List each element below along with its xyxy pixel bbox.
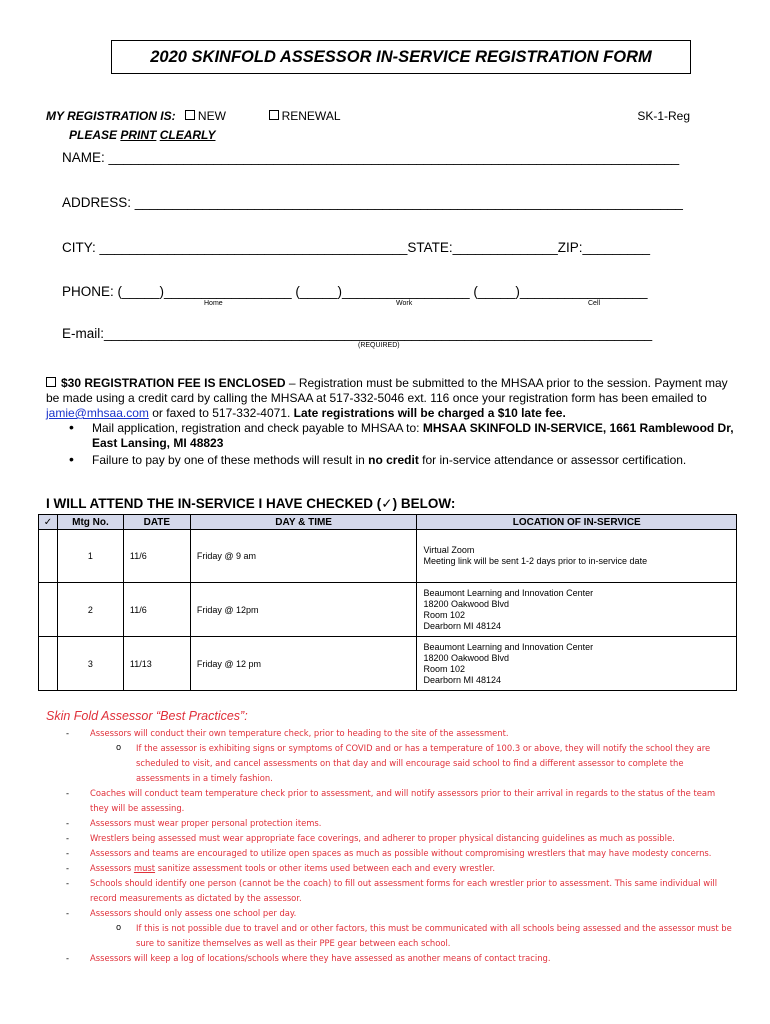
date-cell: 11/13 <box>123 637 190 691</box>
header-date: DATE <box>123 515 190 530</box>
schedule-table <box>38 514 737 691</box>
phone-home-label: Home <box>204 300 223 307</box>
list-item: - Schools should identify one person (cannot be the coach) to fill out assessment forms for each wrestler prior to assessment. This same individual will record measurements as dictated by the assessor. <box>66 876 736 906</box>
fee-checkbox[interactable] <box>46 377 56 387</box>
phone-work-label: Work <box>396 300 413 307</box>
email-field[interactable]: E-mail:_________________________________________________________________________ <box>62 326 653 341</box>
attend-heading: I WILL ATTEND THE IN-SERVICE I HAVE CHECKED (✓) BELOW: <box>46 496 456 511</box>
city-state-zip-field[interactable]: CITY: _________________________________________STATE:______________ZIP:_________ <box>62 240 651 255</box>
table-header-row <box>39 515 737 530</box>
attend-checkbox-cell[interactable] <box>39 583 58 637</box>
name-field[interactable]: NAME: ____________________________________________________________________________ <box>62 150 680 165</box>
address-field[interactable]: ADDRESS: _________________________________________________________________________ <box>62 195 683 210</box>
list-item: - Coaches will conduct team temperature check prior to assessment, and will notify assessors prior to their arrival in regards to the status of the team they will be assessing. <box>66 786 736 816</box>
attend-checkbox-cell[interactable] <box>39 530 58 583</box>
list-item: - Assessors must wear proper personal protection items. <box>66 816 736 831</box>
time-cell: Friday @ 9 am <box>190 530 417 583</box>
location-cell: Virtual Zoom Meeting link will be sent 1-2 days prior to in-service date <box>417 530 737 583</box>
best-practices-list <box>66 726 736 966</box>
registration-label: MY REGISTRATION IS: <box>46 109 176 123</box>
email-link[interactable]: jamie@mhsaa.com <box>46 406 149 420</box>
new-checkbox[interactable] <box>185 110 195 120</box>
list-item: - Assessors will conduct their own temperature check, prior to heading to the site of the assessment. <box>66 726 736 741</box>
phone-field[interactable]: PHONE: (_____)_________________ (_____)_________________ (_____)_________________ <box>62 284 648 299</box>
date-cell: 11/6 <box>123 583 190 637</box>
table-row <box>39 637 737 691</box>
mtg-no-cell: 1 <box>57 530 123 583</box>
renewal-label: RENEWAL <box>281 109 341 123</box>
attend-checkbox-cell[interactable] <box>39 637 58 691</box>
date-cell: 11/6 <box>123 530 190 583</box>
list-item: - Assessors and teams are encouraged to utilize open spaces as much as possible without compromising wrestlers that may have modesty concerns. <box>66 846 736 861</box>
header-check: ✓ <box>39 515 58 530</box>
table-row <box>39 583 737 637</box>
mtg-no-cell: 2 <box>57 583 123 637</box>
header-location: LOCATION OF IN-SERVICE <box>417 515 737 530</box>
mtg-no-cell: 3 <box>57 637 123 691</box>
form-reference: SK-1-Reg <box>637 109 690 123</box>
email-required-label: (REQUIRED) <box>358 342 400 349</box>
renewal-checkbox[interactable] <box>269 110 279 120</box>
location-cell: Beaumont Learning and Innovation Center 18200 Oakwood Blvd Room 102 Dearborn MI 48124 <box>417 637 737 691</box>
header-mtg-no: Mtg No. <box>57 515 123 530</box>
payment-warning: • Failure to pay by one of these methods will result in no credit for in-service attendance or assessor certification. <box>46 453 736 468</box>
location-cell: Beaumont Learning and Innovation Center 18200 Oakwood Blvd Room 102 Dearborn MI 48124 <box>417 583 737 637</box>
fee-section <box>46 376 736 468</box>
list-subitem: o If this is not possible due to travel and or other factors, this must be communicated with all schools being assessed and the assessor must be sure to sanitize themselves as well as their PPE gear between each school. <box>66 921 736 951</box>
form-title: 2020 SKINFOLD ASSESSOR IN-SERVICE REGISTRATION FORM <box>111 40 691 74</box>
header-day-time: DAY & TIME <box>190 515 417 530</box>
list-item: - Assessors must sanitize assessment tools or other items used between each and every wrestler. <box>66 861 736 876</box>
phone-cell-label: Cell <box>588 300 601 307</box>
fee-paragraph: $30 REGISTRATION FEE IS ENCLOSED – Registration must be submitted to the MHSAA prior to the session. Payment may be made using a credit card by calling the MHSAA at 517-332-5046 ext. 116 once your registration form has been emailed to jamie@mhsaa.com or faxed to 517-332-4071. Late registrations will be charged a $10 late fee. <box>46 376 728 420</box>
table-row <box>39 530 737 583</box>
list-subitem: o If the assessor is exhibiting signs or symptoms of COVID and or has a temperature of 100.3 or above, they will notify the school they are scheduled to visit, and cancel assessments on that day and will encourage said school to find a different assessor to complete the assessments in a timely fashion. <box>66 741 736 786</box>
mail-instructions: • Mail application, registration and check payable to MHSAA to: MHSAA SKINFOLD IN-SERVICE, 1661 Ramblewood Dr, East Lansing, MI 48823 <box>46 421 736 451</box>
list-item: - Assessors should only assess one school per day. <box>66 906 736 921</box>
list-item: - Wrestlers being assessed must wear appropriate face coverings, and adherer to proper physical distancing guidelines as much as possible. <box>66 831 736 846</box>
time-cell: Friday @ 12pm <box>190 583 417 637</box>
best-practices-title: Skin Fold Assessor “Best Practices”: <box>46 709 248 723</box>
print-clearly-note: PLEASE PRINT CLEARLY <box>69 128 216 142</box>
registration-type-row <box>46 109 341 123</box>
time-cell: Friday @ 12 pm <box>190 637 417 691</box>
new-label: NEW <box>197 109 226 123</box>
list-item: - Assessors will keep a log of locations/schools where they have assessed as another means of contact tracing. <box>66 951 736 966</box>
